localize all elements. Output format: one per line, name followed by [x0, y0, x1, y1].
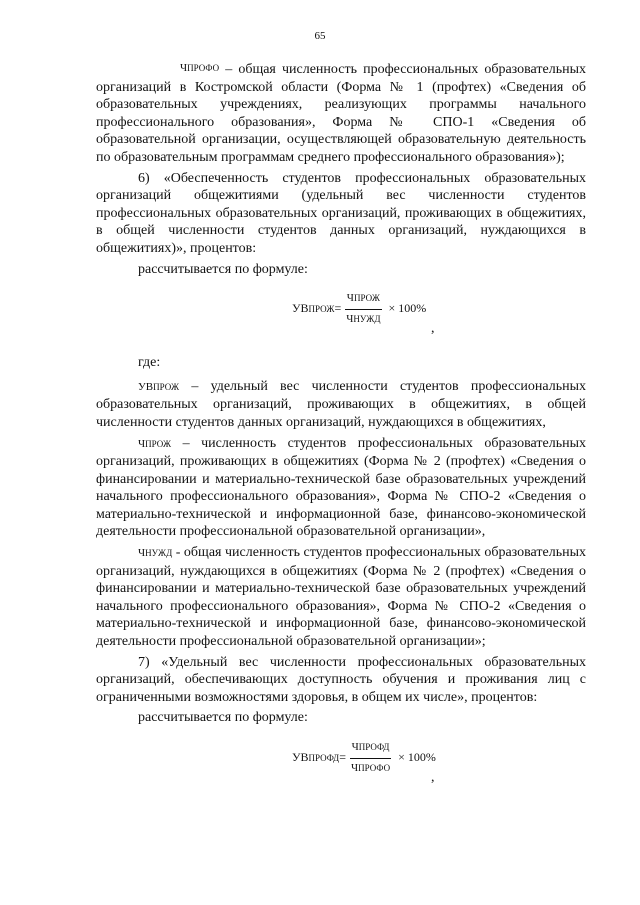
formula-comma: ,	[431, 321, 435, 337]
term-symbol: ЧНУЖД	[138, 547, 173, 560]
item-6-calc-intro: рассчитывается по формуле:	[138, 261, 308, 277]
definition-ch-prozh	[96, 435, 586, 542]
formula-times: ×	[398, 750, 405, 765]
formula-lhs: УВПРОЖ	[292, 300, 335, 315]
definition-ch-nuzhd	[96, 544, 586, 651]
document-body	[96, 60, 586, 799]
formula-numerator: ЧПРОФД	[350, 739, 392, 759]
definition-text: – численность студентов профессиональных образовательных организаций, проживающих в общежитиях (Форма № 2 (профтех) «Сведения о финансировании и материально-технической базе образовательных учреждений начального профессионального образования», Форма № СПО-2 «Сведения о материально-технической и информационной базе, финансово-экономической деятельности профессиональной образовательной организации»,	[96, 435, 586, 540]
formula-equals: =	[334, 301, 342, 316]
formula-lhs: УВПРОФД	[292, 749, 340, 764]
definition-text: – удельный вес численности студентов профессиональных образовательных организаций, проживающих в общежитиях, в общей численности студентов данных организаций, нуждающихся в общежитиях,	[96, 378, 586, 430]
formula-uv-profd	[96, 735, 586, 793]
formula-equals: =	[339, 750, 346, 765]
term-symbol: ЧПРОЖ	[138, 437, 172, 450]
term-symbol: УВПРОЖ	[138, 380, 180, 393]
item-6-heading: 6) «Обеспеченность студентов профессиональных образовательных организаций общежитиями (удельный вес численности студентов профессиональных образовательных организаций, проживающих в общежитиях, в общей численности студентов данных организаций, нуждающихся в общежитиях)», процентов:	[96, 170, 586, 256]
definition-text: - общая численность студентов профессиональных образовательных организаций, нуждающихся в общежитиях (Форма № 2 (профтех) «Сведения о финансировании и материально-технической базе образовательных учреждений начального профессионального образования», Форма № СПО-2 «Сведения о материально-технической и информационной базе, финансово-экономической деятельности профессиональной образовательной организации»;	[96, 545, 586, 650]
page-number: 65	[314, 30, 326, 42]
formula-numerator: ЧПРОЖ	[345, 290, 382, 310]
definition-text: – общая численность профессиональных образовательных организаций в Костромской области (Форма № 1 (профтех) «Сведения об образовательных учреждениях, реализующих программы начального профессионального образования», Форма № СПО-1 «Сведения об образовательной организации, осуществляющей образовательную деятельность по образовательным программам среднего профессионального образования»);	[96, 62, 586, 165]
formula-factor: 100%	[407, 750, 436, 765]
formula-times: ×	[388, 301, 396, 316]
definition-uv-prozh	[96, 378, 586, 432]
term-symbol: ЧПРОФО	[180, 62, 220, 74]
definition-chprofo	[96, 60, 586, 167]
item-7-heading: 7) «Удельный вес численности профессиональных образовательных организаций, обеспечивающих доступность обучения и проживания лиц с ограниченными возможностями здоровья, в общем их числе», процентов:	[96, 654, 586, 705]
formula-fraction	[349, 739, 392, 777]
formula-denominator: ЧНУЖД	[346, 312, 381, 325]
where-label: где:	[138, 355, 161, 371]
item-7-calc-intro: рассчитывается по формуле:	[138, 710, 308, 726]
formula-fraction	[344, 290, 382, 328]
formula-factor: 100%	[398, 301, 427, 316]
formula-comma: ,	[431, 770, 435, 785]
formula-denominator: ЧПРОФО	[350, 761, 391, 774]
formula-uv-prozh	[96, 286, 586, 344]
